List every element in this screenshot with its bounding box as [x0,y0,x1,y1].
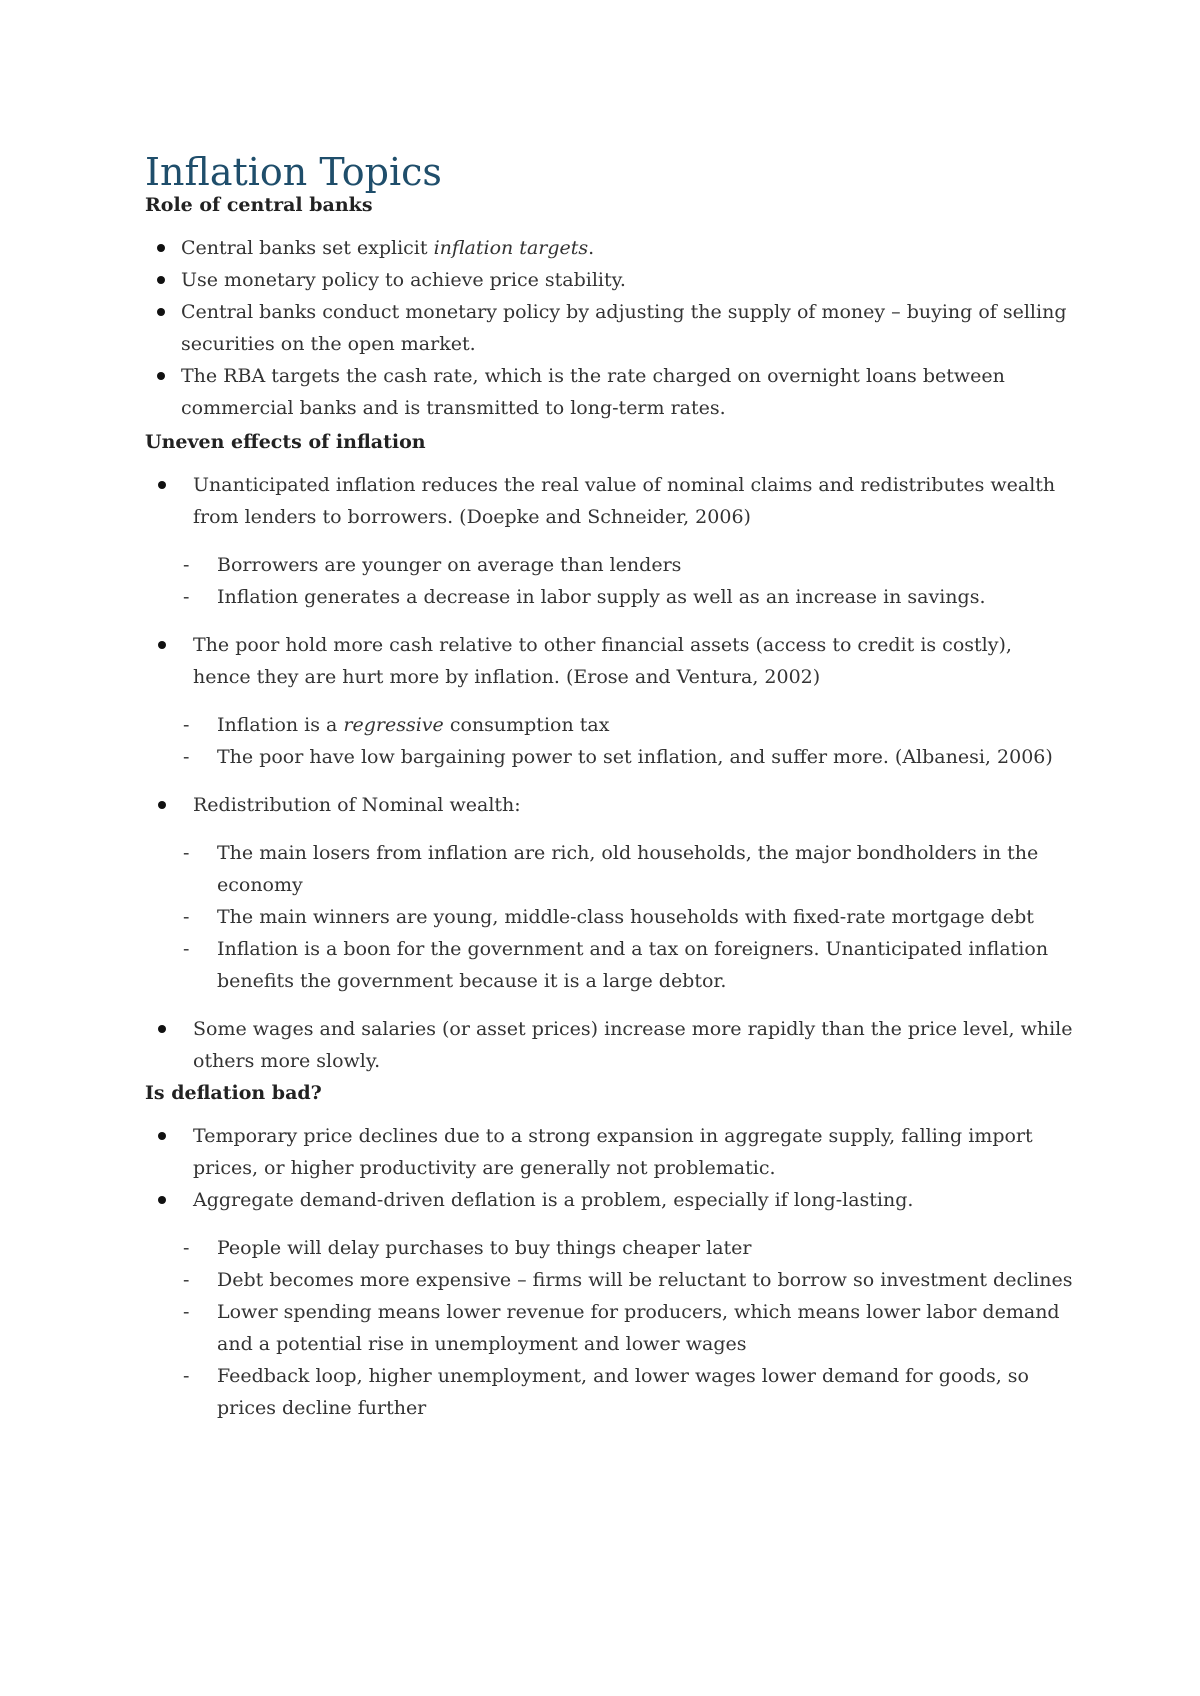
list-item: The poor hold more cash relative to other financial assets (access to credit is costly), hence they are hurt more by inflation. (Erose and Ventura, 2002) [145,629,1075,693]
sub-list-item: - Debt becomes more expensive – firms will be reluctant to borrow so investment declines [145,1264,1075,1296]
sub-list-item: - Feedback loop, higher unemployment, and lower wages lower demand for goods, so prices decline further [145,1360,1075,1424]
section-heading-uneven-effects: Uneven effects of inflation [145,431,426,453]
list-item: Aggregate demand-driven deflation is a problem, especially if long-lasting. [145,1184,1075,1216]
sub-list-item: - Inflation is a boon for the government and a tax on foreigners. Unanticipated inflation benefits the government because it is a large debtor. [145,933,1075,997]
sub-list-item: - Inflation is a regressive consumption tax [145,709,1075,741]
list-item: Central banks set explicit inflation targets. [145,232,1075,264]
sub-list-item: - Inflation generates a decrease in labor supply as well as an increase in savings. [145,581,1075,613]
sub-list-item: - The main losers from inflation are rich, old households, the major bondholders in the economy [145,837,1075,901]
list-central-banks [145,232,1075,424]
list-deflation [145,1120,1075,1424]
list-item: Redistribution of Nominal wealth: [145,789,1075,821]
list-item: Use monetary policy to achieve price stability. [145,264,1075,296]
sub-list-item: - People will delay purchases to buy things cheaper later [145,1232,1075,1264]
list-item: The RBA targets the cash rate, which is the rate charged on overnight loans between commercial banks and is transmitted to long-term rates. [145,360,1075,424]
sub-list-item: - Borrowers are younger on average than lenders [145,549,1075,581]
sub-list-item: - Lower spending means lower revenue for producers, which means lower labor demand and a potential rise in unemployment and lower wages [145,1296,1075,1360]
sub-list-item: - The poor have low bargaining power to set inflation, and suffer more. (Albanesi, 2006) [145,741,1075,773]
list-item: Temporary price declines due to a strong expansion in aggregate supply, falling import prices, or higher productivity are generally not problematic. [145,1120,1075,1184]
section-heading-deflation: Is deflation bad? [145,1082,322,1104]
section-heading-central-banks: Role of central banks [145,194,373,216]
list-item: Unanticipated inflation reduces the real value of nominal claims and redistributes wealth from lenders to borrowers. (Doepke and Schneider, 2006) [145,469,1075,533]
document-title: Inflation Topics [145,150,442,194]
sub-list-item: - The main winners are young, middle-class households with fixed-rate mortgage debt [145,901,1075,933]
list-uneven-effects [145,469,1075,1077]
list-item: Some wages and salaries (or asset prices) increase more rapidly than the price level, while others more slowly. [145,1013,1075,1077]
list-item: Central banks conduct monetary policy by adjusting the supply of money – buying of selling securities on the open market. [145,296,1075,360]
